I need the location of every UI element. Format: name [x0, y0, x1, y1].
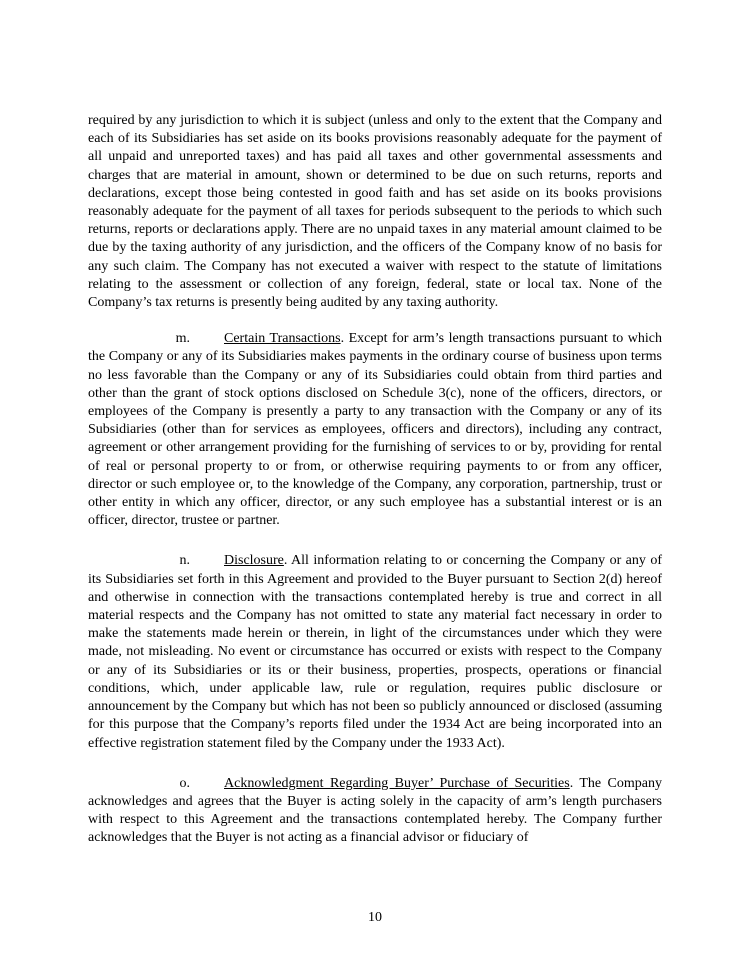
paragraph-text: required by any jurisdiction to which it is subject (unless and only to the extent that the Company and each of its Subsidiaries has set aside on its books provisions reasonably adequate for the payment of all unpaid and unreported taxes) and has paid all taxes and other governmental assessments and charges that are material in amount, shown or determined to be due on such returns, reports and declarations, except those being contested in good faith and has set aside on its books provisions reasonably adequate for the payment of all taxes for periods subsequent to the periods to which such returns, reports or declarations apply. There are no unpaid taxes in any material amount claimed to be due by the taxing authority of any jurisdiction, and the officers of the Company know of no basis for any such claim. The Company has not executed a waiver with respect to the statute of limitations relating to the assessment or collection of any foreign, federal, state or local tax. None of the Company’s tax returns is presently being audited by any taxing authority. [88, 113, 662, 311]
section-heading: Acknowledgment Regarding Buyer’ Purchase of Securities [224, 775, 570, 791]
paragraph-taxes-continued [88, 112, 662, 312]
section-marker: m. [175, 331, 190, 347]
section-m-certain-transactions [88, 330, 662, 530]
document-page [88, 112, 662, 870]
section-o-acknowledgment [88, 775, 662, 848]
section-heading: Disclosure [224, 553, 284, 569]
section-heading: Certain Transactions [224, 331, 341, 347]
page-number: 10 [368, 910, 382, 925]
section-marker: n. [179, 553, 190, 569]
section-n-disclosure [88, 552, 662, 752]
paragraph-text: . All information relating to or concerning the Company or any of its Subsidiaries set forth in this Agreement and provided to the Buyer pursuant to Section 2(d) hereof and otherwise in connection with the transactions contemplated hereby is true and correct in all material respects and the Company has not omitted to state any material fact necessary in order to make the statements made herein or therein, in light of the circumstances under which they were made, not misleading. No event or circumstance has occurred or exists with respect to the Company or any of its Subsidiaries or its or their business, properties, prospects, operations or financial conditions, which, under applicable law, rule or regulation, requires public disclosure or announcement by the Company but which has not been so publicly announced or disclosed (assuming for this purpose that the Company’s reports filed under the 1934 Act are being incorporated into an effective registration statement filed by the Company under the 1933 Act). [88, 553, 662, 751]
section-marker: o. [179, 775, 190, 791]
paragraph-text: . The Company acknowledges and agrees that the Buyer is acting solely in the capacity of arm’s length purchasers with respect to this Agreement and the transactions contemplated hereby. The Company further acknowledges that the Buyer is not acting as a financial advisor or fiduciary of [88, 775, 662, 846]
paragraph-text: . Except for arm’s length transactions pursuant to which the Company or any of its Subsidiaries makes payments in the ordinary course of business upon terms no less favorable than the Company or any of its Subsidiaries could obtain from third parties and other than the grant of stock options disclosed on Schedule 3(c), none of the officers, directors, or employees of the Company is presently a party to any transaction with the Company or any of its Subsidiaries (other than for services as employees, officers and directors), including any contract, agreement or other arrangement providing for the furnishing of services to or by, providing for rental of real or personal property to or from, or otherwise requiring payments to or from any officer, director or such employee or, to the knowledge of the Company, any corporation, partnership, trust or other entity in which any officer, director, or any such employee has a substantial interest or is an officer, director, trustee or partner. [88, 331, 662, 529]
